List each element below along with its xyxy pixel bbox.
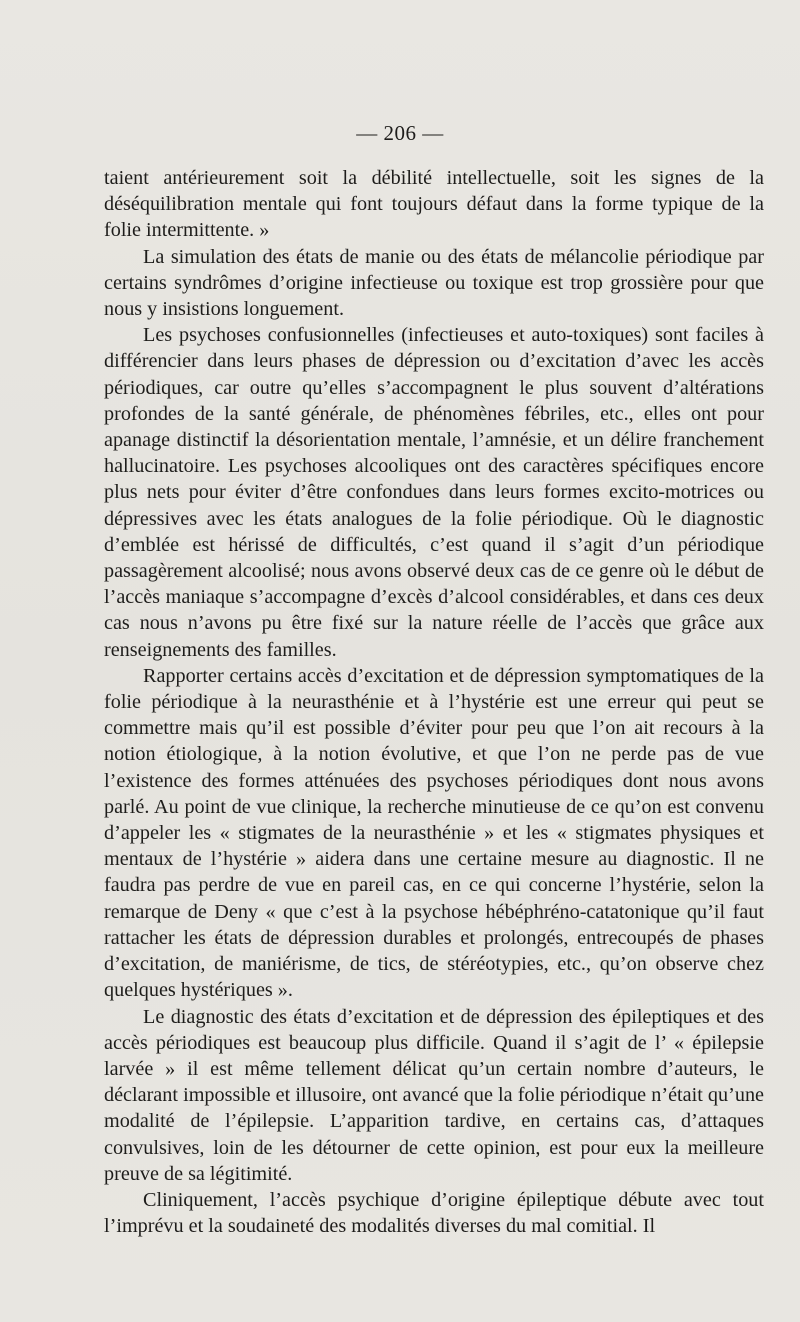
paragraph: Rapporter certains accès d’excitation et de dépression symptomatiques de la folie périodique à la neurasthénie et à l’hystérie est une erreur qui peut se commettre mais qu’il est possible d’éviter pour peu que l’on ait recours à la notion étiologique, à la notion évolutive, et que l’on ne perde pas de vue l’existence des formes atténuées des psychoses périodiques dont nous avons parlé. Au point de vue clinique, la recherche minutieuse de ce qu’on est convenu d’appeler les « stigmates de la neurasthénie » et les « stigmates physiques et mentaux de l’hystérie » aidera dans une certaine mesure au diagnostic. Il ne faudra pas perdre de vue en pareil cas, en ce qui concerne l’hystérie, selon la remarque de Deny « que c’est à la psychose hébéphréno-catatonique qu’il faut rattacher les états de dépression durables et prolongés, entrecoupés de phases d’excitation, de maniérisme, de tics, de stéréotypies, etc., qu’on observe chez quelques hystériques ».	[104, 664, 764, 1002]
paragraph: taient antérieurement soit la débilité intellectuelle, soit les signes de la déséquilibration mentale qui font toujours défaut dans la forme typique de la folie intermittente. »	[104, 167, 764, 242]
page-number: — 206 —	[356, 121, 444, 145]
paragraph: Les psychoses confusionnelles (infectieuses et auto-toxiques) sont faciles à différencier dans leurs phases de dépression ou d’excitation d’avec les accès périodiques, car outre qu’elles s’accompagnent le plus souvent d’altérations profondes de la santé générale, de phénomènes fébriles, etc., elles ont pour apanage distinctif la désorientation mentale, l’amnésie, et un délire franchement hallucinatoire. Les psychoses alcooliques ont des caractères spécifiques encore plus nets pour éviter d’être confondues dans leurs formes excito-motrices ou dépressives avec les états analogues de la folie périodique. Où le diagnostic d’emblée est hérissé de difficultés, c’est quand il s’agit d’un périodique passagèrement alcoolisé; nous avons observé deux cas de ce genre où le début de l’accès maniaque s’accompagne d’excès d’alcool considérables, et dans ces deux cas nous n’avons pu être fixé sur la nature réelle de l’accès que grâce aux renseignements des familles.	[104, 324, 764, 661]
paragraph: Cliniquement, l’accès psychique d’origine épileptique débute avec tout l’imprévu et la soudaineté des modalités diverses du mal comitial. Il	[104, 1188, 764, 1238]
paragraph: Le diagnostic des états d’excitation et de dépression des épileptiques et des accès périodiques est beaucoup plus difficile. Quand il s’agit de l’ « épilepsie larvée » il est même tellement délicat qu’un certain nombre d’auteurs, le déclarant impossible et illusoire, ont avancé que la folie périodique n’était qu’une modalité de l’épilepsie. L’apparition tardive, en certains cas, d’attaques convulsives, loin de les détourner de cette opinion, est pour eux la meilleure preuve de sa légitimité.	[104, 1005, 764, 1185]
body-text	[104, 165, 764, 1239]
paragraph: La simulation des états de manie ou des états de mélancolie périodique par certains syndrômes d’origine infectieuse ou toxique est trop grossière pour que nous y insistions longuement.	[104, 245, 764, 321]
